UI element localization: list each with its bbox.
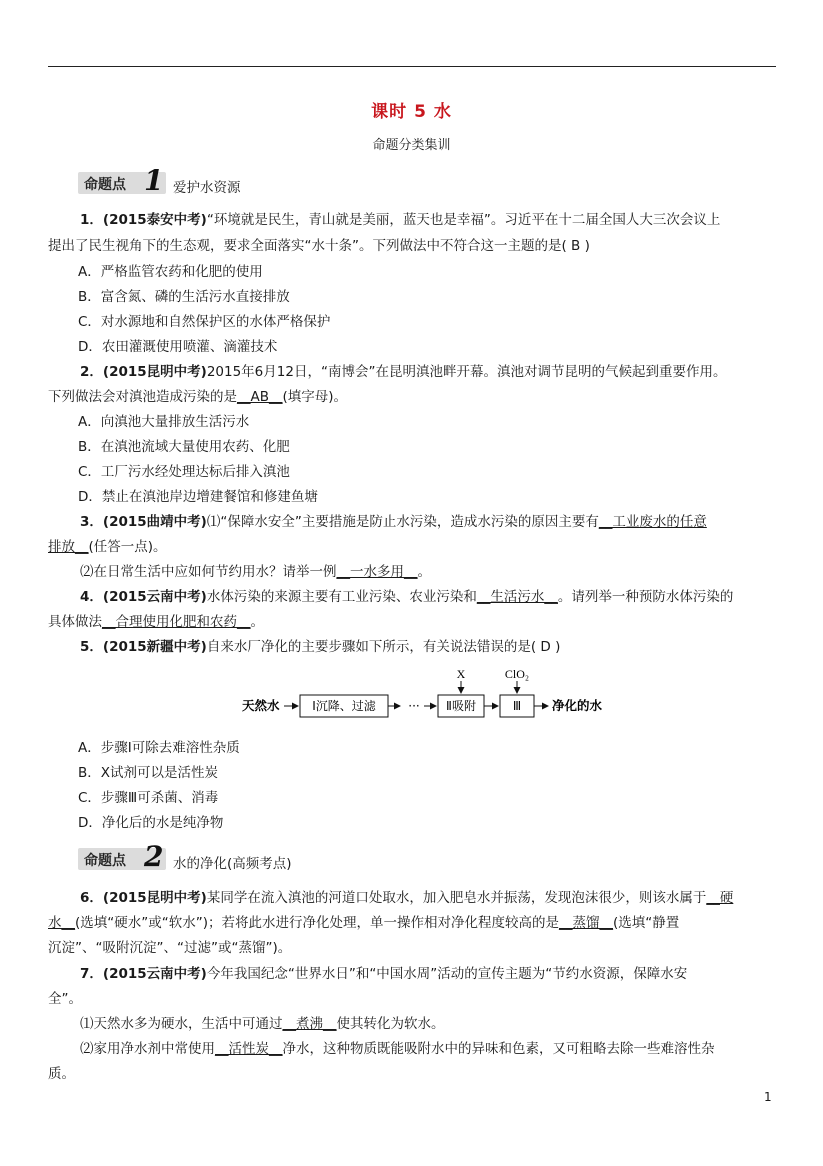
page-title: 课时 5 水: [371, 102, 452, 122]
section-title-1: 爱护水资源: [173, 180, 241, 196]
answer-blank: 排放__: [48, 539, 89, 555]
question-text: ⑵在日常生活中应如何节约用水？请举一例: [80, 564, 337, 580]
question-2-option-a: A．向滇池大量排放生活污水: [78, 414, 250, 430]
question-2-line-2: [48, 385, 347, 405]
question-number: 2．: [80, 364, 103, 380]
question-number: 7．: [80, 966, 103, 982]
question-number: 5．: [80, 639, 103, 655]
question-text: 今年我国纪念“世界水日”和“中国水周”活动的宣传主题为“节约水资源，保障水安: [206, 966, 688, 982]
question-7-sub-2: [80, 1037, 715, 1057]
question-text: (选填“静置: [613, 915, 680, 931]
section-badge-2: [78, 840, 166, 873]
question-source: (2015曲靖中考): [102, 514, 207, 530]
question-4-line-2: [48, 610, 264, 630]
flow-reagent-x: X: [456, 667, 466, 681]
question-1-line-2: 提出了民生视角下的生态观，要求全面落实“水十条”。下列做法中不符合这一主题的是( B ): [48, 238, 590, 254]
question-number: 4．: [80, 589, 103, 605]
flow-start-label: 天然水: [242, 699, 280, 713]
question-text: 净水，这种物质既能吸附水中的异味和色素，又可粗略去除一些难溶性杂: [282, 1041, 715, 1057]
flow-step-2-label: Ⅱ吸附: [446, 699, 476, 713]
question-text: 。请列举一种预防水体污染的: [557, 589, 734, 605]
page-subtitle: 命题分类集训: [372, 138, 451, 153]
section-title-2: 水的净化(高频考点): [173, 856, 292, 872]
answer-blank: 水__: [48, 915, 75, 931]
flow-reagent-clo2: ClO₂: [504, 667, 530, 681]
question-7-sub-1: [80, 1012, 445, 1032]
header-rule: [48, 66, 776, 67]
question-7-line-2: 全”。: [48, 991, 82, 1007]
question-2-option-d: D．禁止在滇池岸边增建餐馆和修建鱼塘: [78, 489, 318, 505]
question-text: 2015年6月12日，“南博会”在昆明滇池畔开幕。滇池对调节昆明的气候起到重要作用。: [206, 364, 727, 380]
question-1-line-1: [80, 208, 720, 228]
purification-flow-diagram: [240, 664, 620, 724]
question-text: 使其转化为软水。: [336, 1016, 445, 1032]
question-4-line-1: [80, 585, 733, 605]
question-1-option-a: A．严格监管农药和化肥的使用: [78, 264, 263, 280]
answer-blank: __蒸馏__: [559, 915, 614, 931]
flow-step-3-label: Ⅲ: [512, 699, 522, 713]
question-2-option-b: B．在滇池流域大量使用农药、化肥: [78, 439, 290, 455]
question-3-line-2: [48, 535, 167, 555]
question-source: (2015泰安中考): [102, 212, 207, 228]
question-text: 。: [417, 564, 431, 580]
question-text: 自来水厂净化的主要步骤如下所示，有关说法错误的是( D ): [206, 639, 561, 655]
question-text: 下列做法会对滇池造成污染的是: [48, 389, 237, 405]
question-text: 某同学在流入滇池的河道口处取水，加入肥皂水并振荡，发现泡沫很少，则该水属于: [206, 890, 707, 906]
flow-end-label: 净化的水: [552, 699, 603, 713]
question-text: 水体污染的来源主要有工业污染、农业污染和: [206, 589, 477, 605]
question-1-option-b: B．富含氮、磷的生活污水直接排放: [78, 289, 290, 305]
question-text: ⑴“保障水安全”主要措施是防止水污染，造成水污染的原因主要有: [206, 514, 599, 530]
question-5-option-c: C．步骤Ⅲ可杀菌、消毒: [78, 790, 219, 806]
question-6-line-3: 沉淀”、“吸附沉淀”、“过滤”或“蒸馏”)。: [48, 940, 292, 956]
question-text: 。: [250, 614, 264, 630]
question-7-sub-2-cont: 质。: [48, 1066, 75, 1082]
section-badge-number: 1: [144, 164, 164, 197]
question-6-line-1: [80, 886, 733, 906]
flow-dots: ···: [408, 699, 420, 713]
page-number: 1: [764, 1090, 772, 1104]
question-3-line-3: [80, 560, 431, 580]
question-text: ⑵家用净水剂中常使用: [80, 1041, 215, 1057]
question-text: (选填“硬水”或“软水”)；若将此水进行净化处理，单一操作相对净化程度较高的是: [75, 915, 560, 931]
question-5-option-a: A．步骤Ⅰ可除去难溶性杂质: [78, 740, 240, 756]
question-number: 1．: [80, 212, 103, 228]
answer-blank: __煮沸__: [282, 1016, 337, 1032]
question-source: (2015昆明中考): [102, 364, 207, 380]
answer-blank: __硬: [706, 890, 734, 906]
question-source: (2015昆明中考): [102, 890, 207, 906]
question-number: 6．: [80, 890, 103, 906]
question-5-option-d: D．净化后的水是纯净物: [78, 815, 224, 831]
question-text: (任答一点)。: [88, 539, 167, 555]
question-source: (2015云南中考): [102, 966, 207, 982]
section-badge-label: 命题点: [84, 853, 126, 869]
answer-blank: __生活污水__: [476, 589, 558, 605]
question-source: (2015云南中考): [102, 589, 207, 605]
question-1-option-d: D．农田灌溉使用喷灌、滴灌技术: [78, 339, 278, 355]
question-5-option-b: B．X试剂可以是活性炭: [78, 765, 219, 781]
answer-blank: __活性炭__: [215, 1041, 283, 1057]
question-text: “环境就是民生，青山就是美丽，蓝天也是幸福”。习近平在十二届全国人大三次会议上: [206, 212, 721, 228]
question-number: 3．: [80, 514, 103, 530]
question-7-line-1: [80, 962, 687, 982]
section-badge-label: 命题点: [84, 177, 126, 193]
answer-blank: __AB__: [237, 389, 283, 405]
question-source: (2015新疆中考): [102, 639, 207, 655]
question-text: (填字母)。: [282, 389, 348, 405]
question-1-option-c: C．对水源地和自然保护区的水体严格保护: [78, 314, 331, 330]
answer-blank: __一水多用__: [336, 564, 418, 580]
question-6-line-2: [48, 911, 679, 931]
question-5-line-1: [80, 635, 560, 655]
answer-blank: __工业废水的任意: [598, 514, 707, 530]
question-text: 具体做法: [48, 614, 102, 630]
question-text: ⑴天然水多为硬水，生活中可通过: [80, 1016, 283, 1032]
question-2-option-c: C．工厂污水经处理达标后排入滇池: [78, 464, 290, 480]
answer-blank: __合理使用化肥和农药__: [102, 614, 251, 630]
section-badge-1: [78, 164, 166, 197]
section-badge-number: 2: [144, 840, 164, 873]
flow-step-1-label: Ⅰ沉降、过滤: [312, 699, 376, 713]
question-2-line-1: [80, 360, 726, 380]
question-3-line-1: [80, 510, 707, 530]
